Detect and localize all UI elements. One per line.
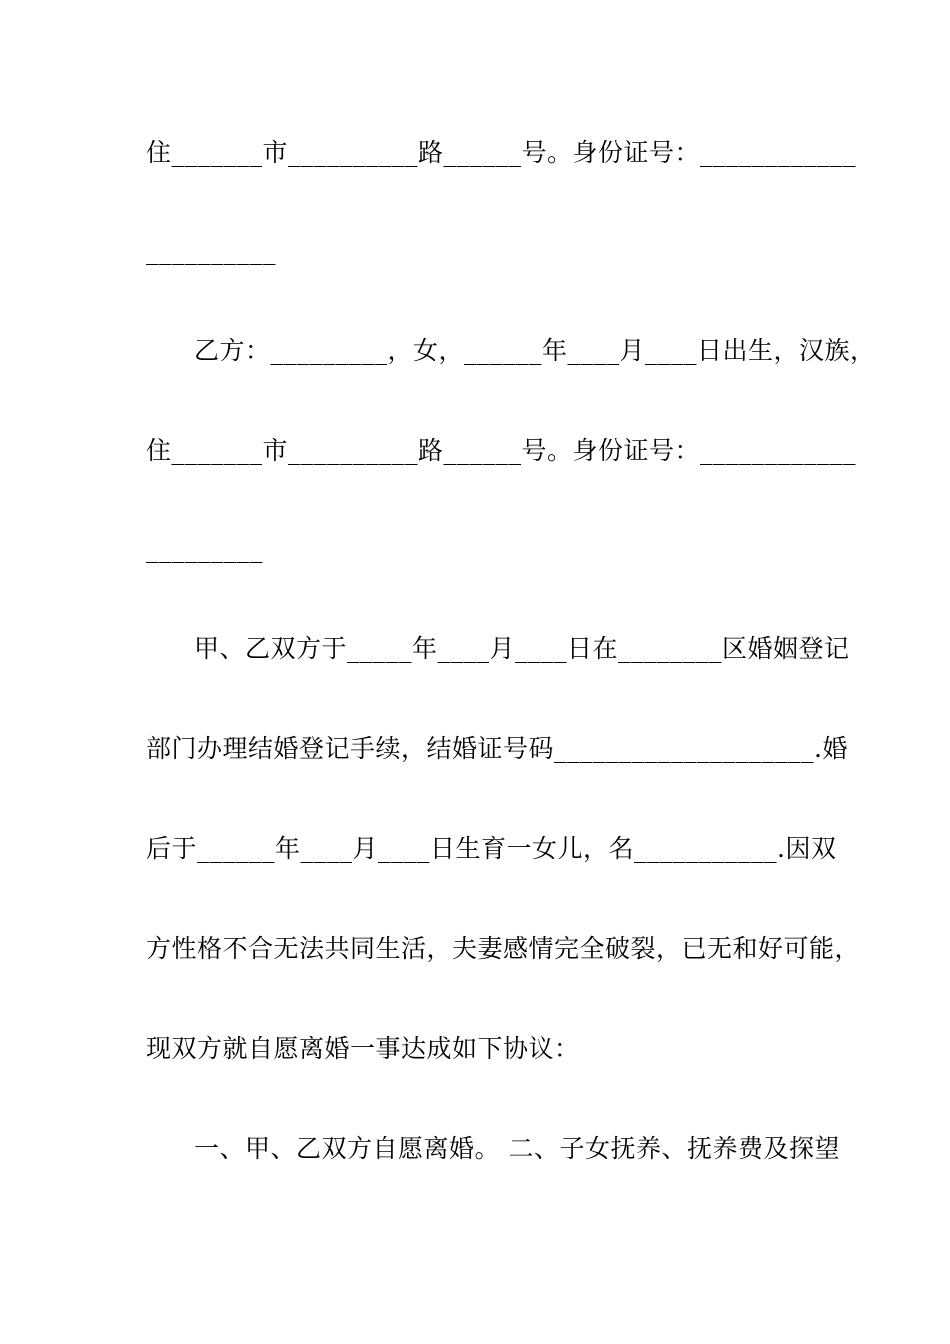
text-line-child: 后于______年____月____日生育一女儿，名___________.因双 (146, 834, 837, 863)
text-line-reason: 方性格不合无法共同生活，夫妻感情完全破裂，已无和好可能， (146, 934, 861, 963)
text-line-marriage-registration: 甲、乙双方于_____年____月____日在________区婚姻登记 (194, 634, 850, 663)
text-line-address-party-a: 住_______市__________路______号。身份证号：____________ (146, 138, 857, 167)
text-line-party-b: 乙方：_________，女，______年____月____日出生，汉族， (194, 336, 876, 365)
text-line-marriage-certificate: 部门办理结婚登记手续，结婚证号码____________________.婚 (146, 734, 848, 763)
text-line-clauses: 一、甲、乙双方自愿离婚。 二、子女抚养、抚养费及探望 (194, 1134, 840, 1163)
text-line-id-continuation-a: __________ (146, 236, 276, 265)
text-line-agreement-intro: 现双方就自愿离婚一事达成如下协议： (146, 1034, 580, 1063)
text-line-id-continuation-b: _________ (146, 534, 263, 563)
text-line-address-party-b: 住_______市__________路______号。身份证号：____________ (146, 436, 857, 465)
